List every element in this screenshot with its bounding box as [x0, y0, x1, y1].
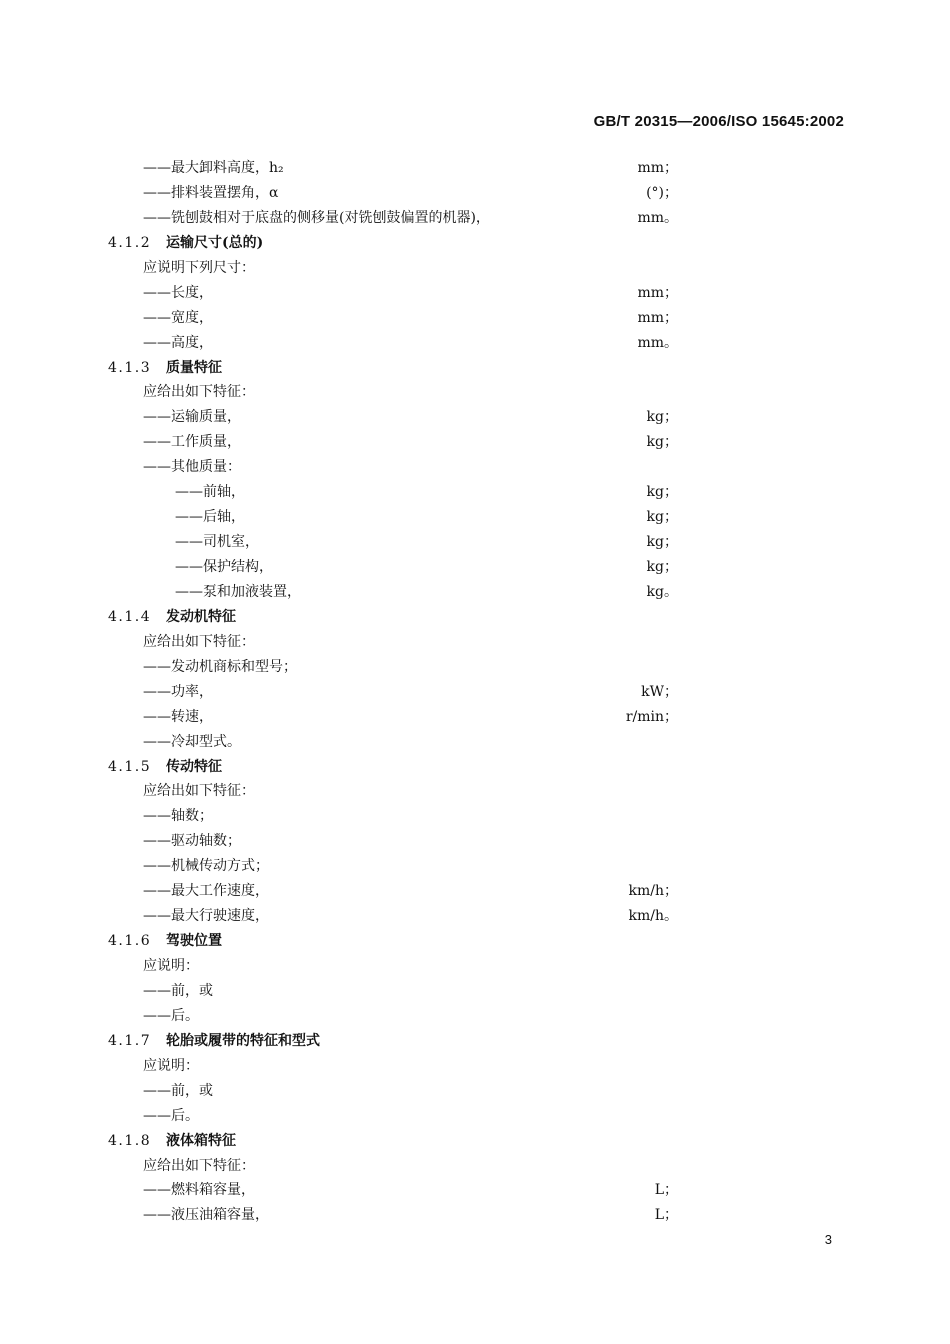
unit-label: mm； — [637, 309, 678, 326]
list-item: ——前，或 — [143, 1082, 213, 1099]
section-title: 驾驶位置 — [166, 933, 222, 950]
unit-label: L； — [654, 1182, 678, 1199]
text-line — [0, 430, 950, 455]
text-line — [0, 779, 950, 804]
list-item: ——最大卸料高度，h₂ — [143, 160, 284, 176]
unit-label: kg； — [646, 559, 678, 575]
unit-label: r/min； — [625, 708, 678, 725]
text-line — [0, 1104, 950, 1129]
list-item: ——转速， — [143, 708, 213, 725]
unit-label: kg。 — [646, 583, 678, 600]
section-heading — [0, 755, 950, 780]
section-heading — [0, 356, 950, 381]
text-line — [0, 1203, 950, 1228]
list-item: ——运输质量， — [143, 409, 241, 426]
section-heading — [0, 605, 950, 630]
paragraph-text: 应给出如下特征： — [143, 783, 255, 800]
text-line — [0, 156, 950, 181]
list-item: ——后。 — [143, 1107, 199, 1124]
text-line — [0, 630, 950, 655]
text-line — [0, 306, 950, 331]
section-title: 液体箱特征 — [166, 1132, 236, 1149]
list-item: ——最大行驶速度， — [143, 908, 269, 925]
section-number: 4.1.4 — [108, 608, 152, 625]
text-line — [0, 331, 950, 356]
paragraph-text: 应说明： — [143, 1057, 199, 1074]
sub-list-item: ——泵和加液装置， — [175, 583, 301, 600]
unit-label: kW； — [641, 683, 678, 700]
list-item: ——后。 — [143, 1007, 199, 1024]
text-line — [0, 1154, 950, 1179]
paragraph-text: 应给出如下特征： — [143, 633, 255, 650]
section-heading — [0, 231, 950, 256]
unit-label: kg； — [646, 409, 678, 426]
text-line — [0, 181, 950, 206]
section-title: 发动机特征 — [166, 608, 236, 625]
text-line — [0, 206, 950, 231]
text-line — [0, 405, 950, 430]
list-item: ——工作质量， — [143, 434, 241, 451]
document-body — [0, 156, 950, 1228]
section-title: 传动特征 — [166, 758, 222, 775]
list-item: ——冷却型式。 — [143, 733, 241, 750]
section-title: 轮胎或履带的特征和型式 — [166, 1032, 320, 1049]
standard-header: GB/T 20315—2006/ISO 15645:2002 — [593, 113, 844, 130]
list-item: ——其他质量： — [143, 459, 241, 476]
text-line — [0, 530, 950, 555]
section-title: 质量特征 — [166, 359, 222, 376]
list-item: ——燃料箱容量， — [143, 1182, 255, 1199]
sub-list-item: ——司机室， — [175, 534, 259, 551]
paragraph-text: 应给出如下特征： — [143, 384, 255, 401]
sub-list-item: ——前轴， — [175, 484, 245, 501]
page-number: 3 — [824, 1232, 832, 1247]
text-line — [0, 904, 950, 929]
text-line — [0, 1004, 950, 1029]
unit-label: km/h； — [628, 883, 678, 900]
text-line — [0, 380, 950, 405]
section-number: 4.1.3 — [108, 359, 152, 376]
unit-label: kg； — [646, 534, 678, 551]
text-line — [0, 879, 950, 904]
text-line — [0, 555, 950, 580]
text-line — [0, 1054, 950, 1079]
text-line — [0, 455, 950, 480]
list-item: ——液压油箱容量， — [143, 1207, 269, 1224]
text-line — [0, 979, 950, 1004]
sub-list-item: ——后轴， — [175, 509, 245, 526]
section-number: 4.1.5 — [108, 758, 152, 775]
text-line — [0, 705, 950, 730]
unit-label: kg； — [646, 434, 678, 451]
text-line — [0, 829, 950, 854]
list-item: ——驱动轴数； — [143, 833, 241, 850]
section-heading — [0, 1129, 950, 1154]
text-line — [0, 1178, 950, 1203]
text-line — [0, 580, 950, 605]
section-title: 运输尺寸(总的) — [166, 234, 264, 251]
list-item: ——铣刨鼓相对于底盘的侧移量(对铣刨鼓偏置的机器)， — [143, 209, 490, 226]
text-line — [0, 1079, 950, 1104]
section-number: 4.1.6 — [108, 933, 152, 950]
section-heading — [0, 1029, 950, 1054]
paragraph-text: 应说明下列尺寸： — [143, 259, 255, 276]
unit-label: mm； — [637, 160, 678, 176]
section-number: 4.1.2 — [108, 234, 152, 251]
text-line — [0, 256, 950, 281]
list-item: ——轴数； — [143, 808, 213, 825]
unit-label: km/h。 — [628, 908, 678, 925]
section-number: 4.1.7 — [108, 1032, 152, 1049]
text-line — [0, 804, 950, 829]
list-item: ——宽度， — [143, 309, 213, 326]
list-item: ——发动机商标和型号； — [143, 658, 297, 675]
text-line — [0, 480, 950, 505]
paragraph-text: 应给出如下特征： — [143, 1157, 255, 1174]
list-item: ——机械传动方式； — [143, 858, 269, 875]
text-line — [0, 281, 950, 306]
list-item: ——高度， — [143, 334, 213, 351]
unit-label: kg； — [646, 509, 678, 526]
section-number: 4.1.8 — [108, 1132, 152, 1149]
unit-label: L； — [654, 1207, 678, 1224]
text-line — [0, 854, 950, 879]
list-item: ——长度， — [143, 284, 213, 301]
sub-list-item: ——保护结构， — [175, 559, 273, 575]
paragraph-text: 应说明： — [143, 958, 199, 974]
text-line — [0, 680, 950, 705]
text-line — [0, 655, 950, 680]
section-heading — [0, 929, 950, 954]
text-line — [0, 505, 950, 530]
text-line — [0, 730, 950, 755]
list-item: ——前，或 — [143, 982, 213, 999]
list-item: ——最大工作速度， — [143, 883, 269, 900]
unit-label: (°)； — [646, 184, 678, 201]
unit-label: mm； — [637, 284, 678, 301]
unit-label: kg； — [646, 484, 678, 501]
list-item: ——功率， — [143, 683, 213, 700]
list-item: ——排料装置摆角，α — [143, 184, 279, 201]
unit-label: mm。 — [637, 334, 678, 351]
unit-label: mm。 — [637, 209, 678, 226]
text-line — [0, 954, 950, 979]
